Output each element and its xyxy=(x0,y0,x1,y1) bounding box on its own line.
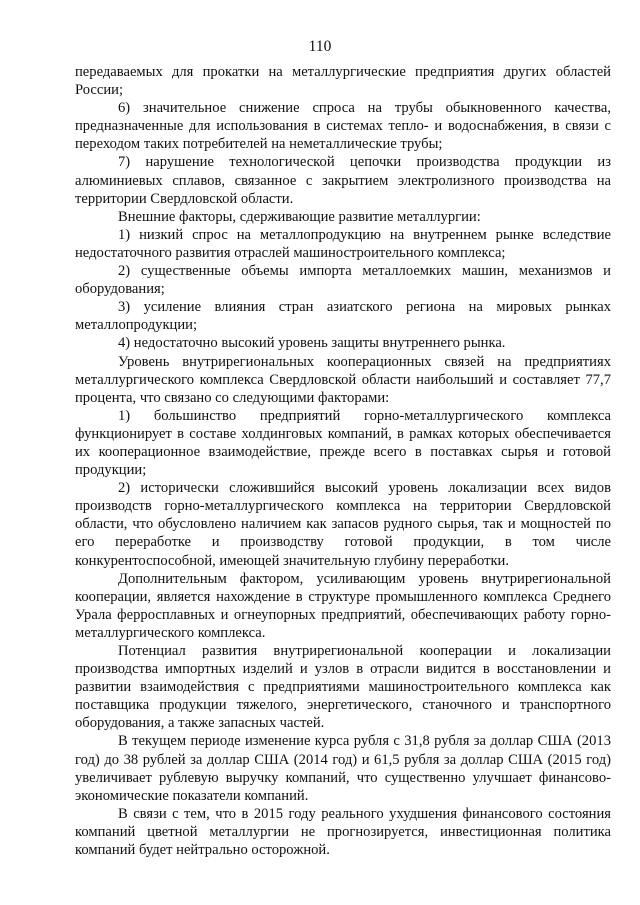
page-number: 110 xyxy=(308,38,332,55)
document-body xyxy=(75,63,611,859)
paragraph: 1) низкий спрос на металлопродукцию на внутреннем рынке вследствие недостаточного развития отраслей машиностроительного комплекса; xyxy=(75,226,611,261)
paragraph: Потенциал развития внутрирегиональной кооперации и локализации производства импортных изделий и узлов в отрасли видится в восстановлении и развитии взаимодействия с предприятиями машиностроительного комплекса как поставщика продукции тяжелого, энергетического, станочного и транспортного оборудования, а также запасных частей. xyxy=(75,643,611,732)
paragraph: В связи с тем, что в 2015 году реального ухудшения финансового состояния компаний цветной металлургии не прогнозируется, инвестиционная политика компаний будет нейтрально осторожной. xyxy=(75,805,611,859)
paragraph: В текущем периоде изменение курса рубля с 31,8 рубля за доллар США (2013 год) до 38 рублей за доллар США (2014 год) и 61,5 рубля за доллар США (2015 год) увеличивает рублевую выручку компаний, что существенно улучшает финансово-экономические показатели компаний. xyxy=(75,733,611,804)
paragraph: передаваемых для прокатки на металлургические предприятия других областей России; xyxy=(75,64,611,99)
paragraph: 7) нарушение технологической цепочки производства продукции из алюминиевых сплавов, связанное с закрытием электролизного производства на территории Свердловской области. xyxy=(75,154,611,207)
paragraph: Уровень внутрирегиональных кооперационных связей на предприятиях металлургического комплекса Свердловской области наибольший и составляет 77,7 процента, что связано со следующими факторами: xyxy=(75,353,611,406)
paragraph: 3) усиление влияния стран азиатского региона на мировых рынках металлопродукции; xyxy=(75,299,611,334)
paragraph: 2) исторически сложившийся высокий уровень локализации всех видов производств горно-металлургического комплекса на территории Свердловской области, что обусловлено наличием как запасов рудного сырья, так и мощностей по его переработке и производству готовой продукции, в том числе конкурентоспособной, имеющей значительную глубину переработки. xyxy=(75,480,611,569)
paragraph: Внешние факторы, сдерживающие развитие металлургии: xyxy=(118,208,481,225)
paragraph: 1) большинство предприятий горно-металлургического комплекса функционирует в составе холдинговых компаний, в рамках которых обеспечивается их кооперационное взаимодействие, прежде всего в поставках сырья и готовой продукции; xyxy=(75,407,611,479)
paragraph: 4) недостаточно высокий уровень защиты внутреннего рынка. xyxy=(118,335,506,352)
paragraph: 2) существенные объемы импорта металлоемких машин, механизмов и оборудования; xyxy=(75,263,611,298)
paragraph: Дополнительным фактором, усиливающим уровень внутрирегиональной кооперации, является нахождение в структуре промышленного комплекса Среднего Урала ферросплавных и огнеупорных предприятий, обеспечивающих работу горно-металлургического комплекса. xyxy=(75,570,611,641)
paragraph: 6) значительное снижение спроса на трубы обыкновенного качества, предназначенные для использования в системах тепло- и водоснабжения, в связи с переходом таких потребителей на неметаллические трубы; xyxy=(75,100,611,153)
